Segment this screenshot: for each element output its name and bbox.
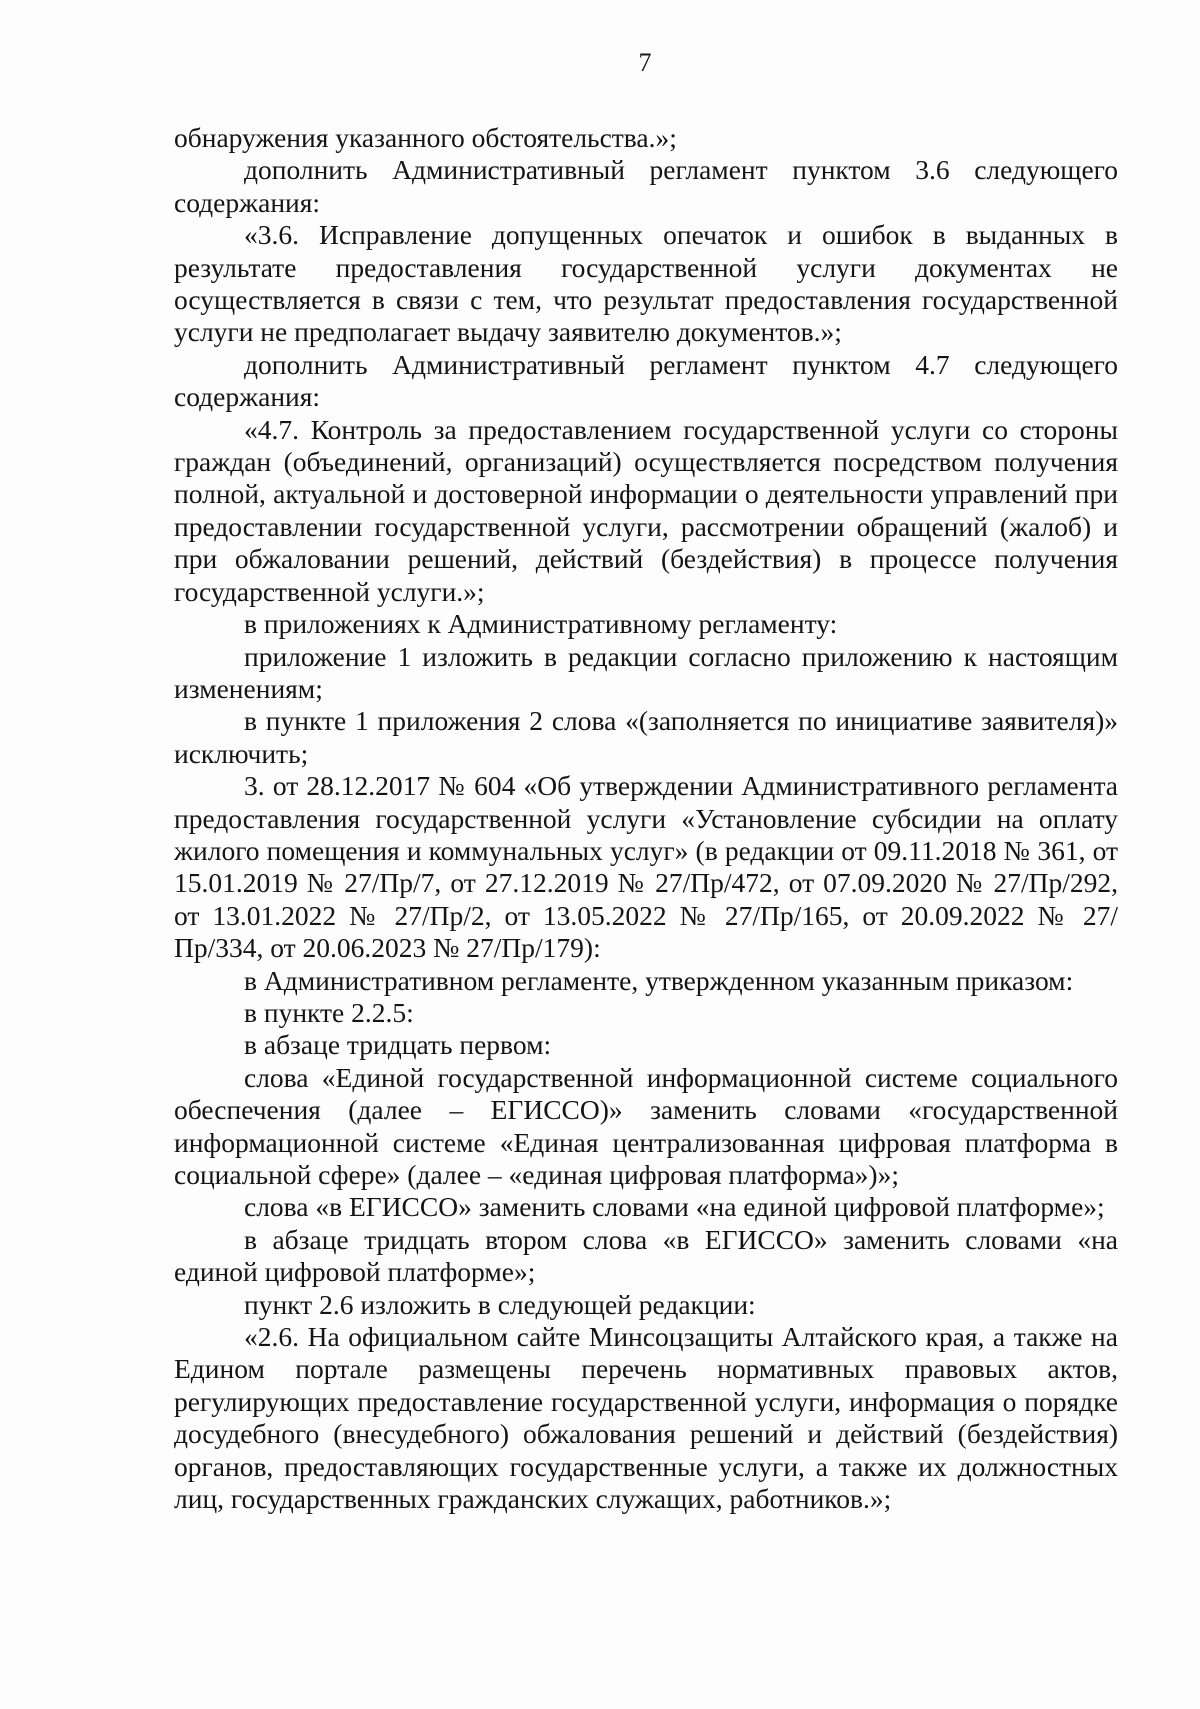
paragraph: «2.6. На официальном сайте Минсоцзащиты Алтайского края, а также на Едином портале размещены перечень нормативных правовых актов, регулирующих предоставление государственной услуги, информация о порядке досудебного (внесудебного) обжалования решений и действий (бездействия) органов, предоставляющих государственные услуги, а также их должностных лиц, государственных гражданских служащих, работников.»;	[174, 1321, 1118, 1515]
paragraph: 3. от 28.12.2017 № 604 «Об утверждении Административного регламента предоставления государственной услуги «Установление субсидии на оплату жилого помещения и коммунальных услуг» (в редакции от 09.11.2018 № 361, от 15.01.2019 № 27/Пр/7, от 27.12.2019 № 27/Пр/472, от 07.09.2020 № 27/Пр/292, от 13.01.2022 № 27/Пр/2, от 13.05.2022 № 27/Пр/165, от 20.09.2022 № 27/Пр/334, от 20.06.2023 № 27/Пр/179):	[174, 770, 1118, 964]
paragraph: в Административном регламенте, утвержденном указанным приказом:	[244, 964, 1074, 996]
paragraph: дополнить Административный регламент пунктом 3.6 следующего содержания:	[174, 154, 1118, 218]
page-number: 7	[638, 48, 652, 77]
paragraph: слова «в ЕГИССО» заменить словами «на единой цифровой платформе»;	[244, 1191, 1105, 1223]
paragraph: в приложениях к Административному регламенту:	[244, 608, 838, 640]
paragraph: пункт 2.6 изложить в следующей редакции:	[244, 1288, 756, 1320]
paragraph: в пункте 2.2.5:	[244, 996, 414, 1028]
paragraph: в абзаце тридцать втором слова «в ЕГИССО» заменить словами «на единой цифровой платформе»;	[174, 1223, 1118, 1288]
paragraph: в пункте 1 приложения 2 слова «(заполняется по инициативе заявителя)» исключить;	[174, 705, 1118, 769]
paragraph: слова «Единой государственной информационной системе социального обеспечения (далее – ЕГИССО)» заменить словами «государственной информационной системе «Единая централизованная цифровая платформа в социальной сфере» (далее – «единая цифровая платформа»)»;	[174, 1061, 1118, 1190]
paragraph: дополнить Административный регламент пунктом 4.7 следующего содержания:	[174, 348, 1118, 413]
paragraph: обнаружения указанного обстоятельства.»;	[174, 122, 677, 153]
paragraph: приложение 1 изложить в редакции согласно приложению к настоящим изменениям;	[174, 640, 1118, 704]
paragraph: «4.7. Контроль за предоставлением государственной услуги со стороны граждан (объединений, организаций) осуществляется посредством получения полной, актуальной и достоверной информации о деятельности управлений при предоставлении государственной услуги, рассмотрении обращений (жалоб) и при обжаловании решений, действий (бездействия) в процессе получения государственной услуги.»;	[174, 413, 1118, 607]
document-body	[174, 122, 1118, 1515]
paragraph: «3.6. Исправление допущенных опечаток и ошибок в выданных в результате предоставления государственной услуги документах не осуществляется в связи с тем, что результат предоставления государственной услуги не предполагает выдачу заявителю документов.»;	[174, 219, 1118, 348]
paragraph: в абзаце тридцать первом:	[244, 1029, 552, 1061]
